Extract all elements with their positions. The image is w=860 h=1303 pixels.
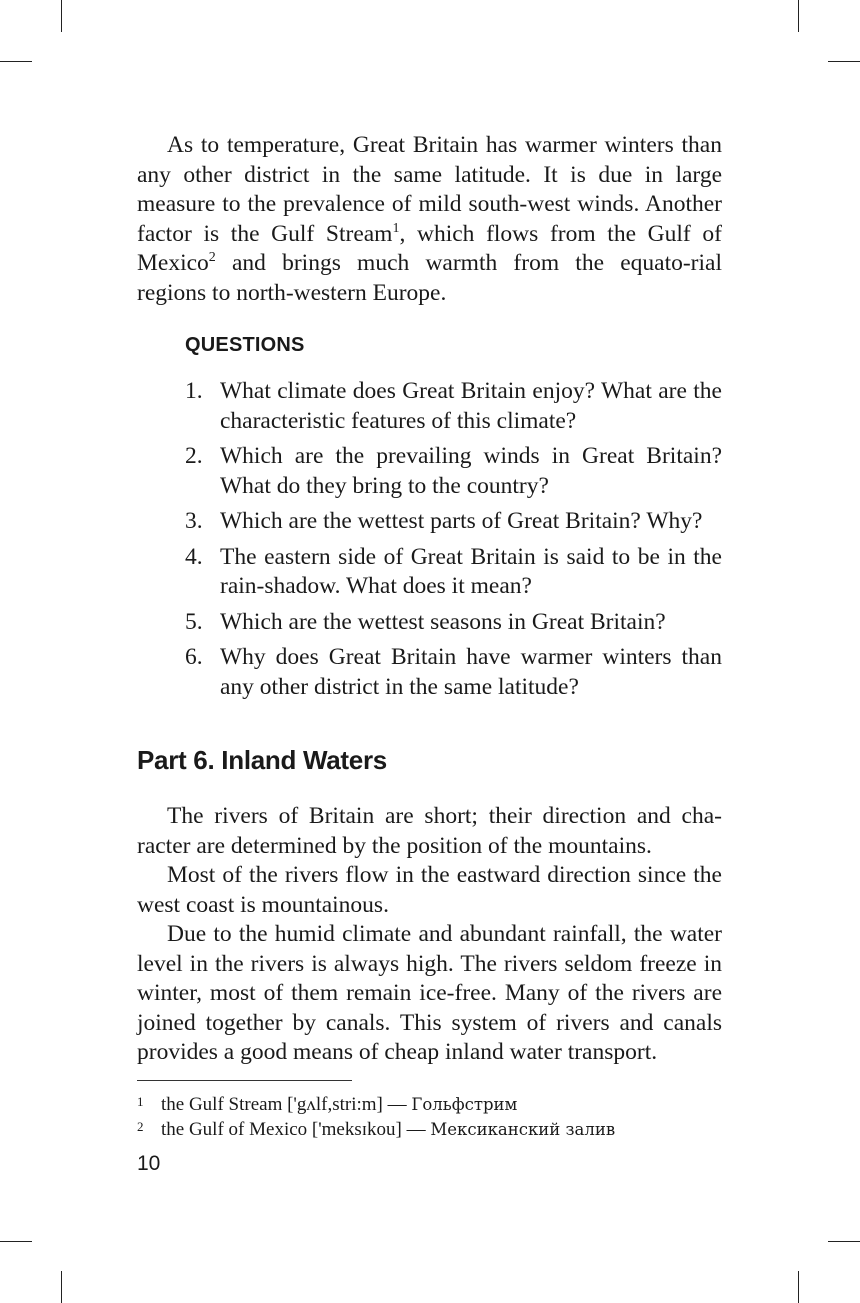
crop-mark-left-bottom <box>0 1241 32 1242</box>
footnote-divider <box>137 1080 352 1081</box>
crop-mark-top-left <box>61 0 62 32</box>
footnote-mark: 1 <box>137 1094 144 1109</box>
crop-mark-right-bottom <box>828 1241 860 1242</box>
crop-mark-left-top <box>0 61 32 62</box>
question-number: 1. <box>185 378 203 404</box>
question-text: Why does Great Britain have warmer winters than any other district in the same latitude? <box>220 644 722 700</box>
footnote-ref-2[interactable]: 2 <box>208 250 216 266</box>
page-number: 10 <box>137 1152 161 1175</box>
question-item <box>185 377 722 436</box>
question-number: 5. <box>185 608 203 635</box>
questions-heading: QUESTIONS <box>185 334 305 356</box>
questions-list <box>185 377 722 708</box>
footnotes <box>137 1092 722 1142</box>
footnote-2 <box>137 1117 722 1142</box>
question-text: Which are the wettest seasons in Great Britain? <box>220 608 666 635</box>
crop-mark-right-top <box>828 61 860 62</box>
intro-text-3: and brings much warmth from the equato-rial regions to north-western Europe. <box>137 250 722 306</box>
section-paragraph-3: Due to the humid climate and abundant rainfall, the water level in the rivers is always high. The rivers seldom freeze in winter, most of them remain ice-free. Many of the rivers are joined together by canals. This system of rivers and canals provides a good means of cheap inland water transport. <box>137 921 722 1065</box>
intro-paragraph <box>137 131 722 308</box>
section-paragraph-2: Most of the rivers flow in the eastward direction since the west coast is mountainous. <box>137 862 722 918</box>
footnote-ref-1[interactable]: 1 <box>392 220 400 236</box>
question-number: 4. <box>185 543 203 570</box>
question-item <box>185 608 722 638</box>
crop-mark-bottom-right <box>798 1271 799 1303</box>
question-text: The eastern side of Great Britain is said to be in the rain-shadow. What does it mean? <box>220 543 722 599</box>
question-item <box>185 507 722 537</box>
question-item <box>185 543 722 602</box>
crop-mark-top-right <box>798 0 799 32</box>
question-number: 3. <box>185 508 203 534</box>
section-body <box>137 802 722 1068</box>
footnote-translation: Мексиканский залив <box>430 1120 616 1139</box>
crop-mark-bottom-left <box>61 1271 62 1303</box>
footnote-1 <box>137 1092 722 1117</box>
question-number: 6. <box>185 644 203 670</box>
footnote-translation: Гольфстрим <box>411 1095 518 1114</box>
intro-text-2: , which flows from the Gulf of Mexico <box>137 220 722 276</box>
section-paragraph-1: The rivers of Britain are short; their direction and cha-racter are determined by the position of the mountains. <box>137 803 722 859</box>
footnote-term: the Gulf of Mexico ['meksɪkou] — <box>161 1119 431 1140</box>
question-text: Which are the wettest parts of Great Britain? Why? <box>220 508 703 534</box>
question-number: 2. <box>185 443 203 469</box>
question-item <box>185 442 722 501</box>
footnote-term: the Gulf Stream ['gʌlf,stri:m] — <box>161 1094 412 1115</box>
section-title: Part 6. Inland Waters <box>137 745 387 775</box>
footnote-mark: 2 <box>137 1119 144 1134</box>
question-item <box>185 643 722 702</box>
question-text: What climate does Great Britain enjoy? What are the characteristic features of this climate? <box>220 378 722 434</box>
intro-text-1: As to temperature, Great Britain has warmer winters than any other district in the same latitude. It is due in large measure to the prevalence of mild south-west winds. Another factor is the Gulf Stream <box>137 132 722 247</box>
question-text: Which are the prevailing winds in Great Britain? What do they bring to the country? <box>220 443 722 499</box>
